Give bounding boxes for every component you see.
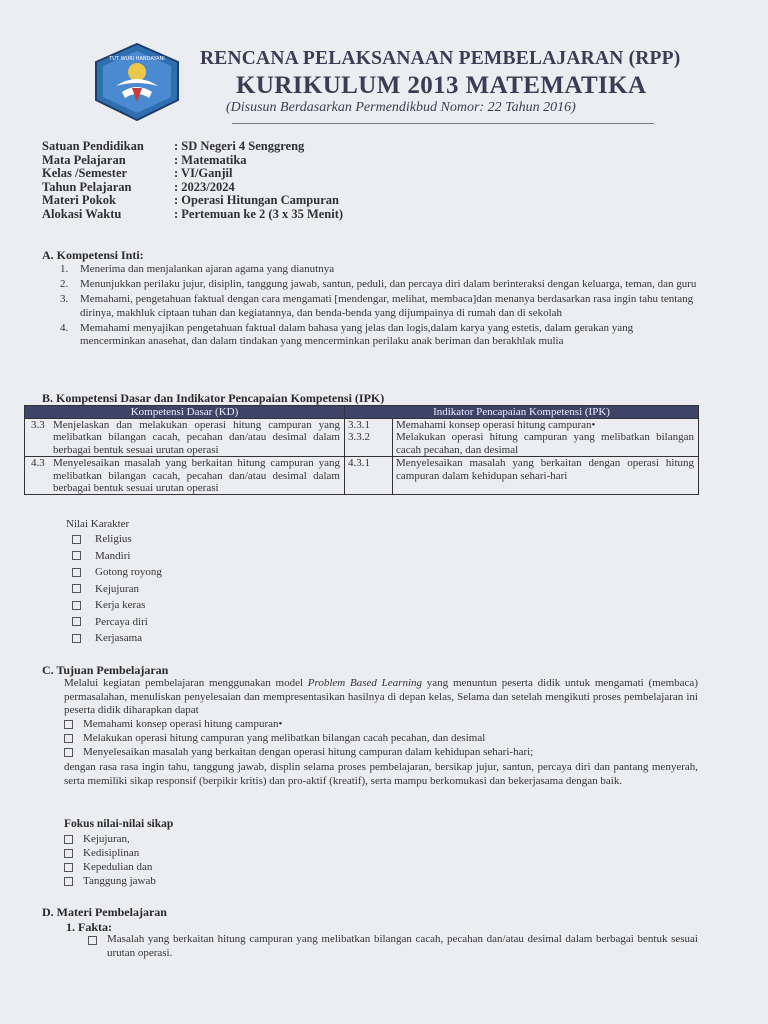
info-value: : SD Negeri 4 Senggreng [174, 139, 305, 153]
list-item: Menyelesaikan masalah yang berkaitan dengan operasi hitung campuran dalam kehidupan sehari-hari; [64, 745, 533, 759]
list-item: Memahami konsep operasi hitung campuran• [64, 717, 533, 731]
info-row [42, 154, 343, 168]
list-item: 2. Menunjukkan perilaku jujur, disiplin, tanggung jawab, santun, peduli, dan percaya diri dalam berinteraksi dengan keluarga, teman, dan guru [60, 278, 697, 291]
kompetensi-inti-list [60, 263, 700, 350]
section-c-heading: C. Tujuan Pembelajaran [42, 663, 169, 677]
checkbox-icon [64, 734, 73, 743]
column-header-kd: Kompetensi Dasar (KD) [25, 406, 345, 419]
list-item: Kedisiplinan [64, 846, 156, 860]
info-label: Alokasi Waktu [42, 206, 122, 221]
info-row [42, 140, 343, 154]
list-item: Kerjasama [72, 630, 162, 647]
info-value: : VI/Ganjil [174, 166, 233, 181]
list-item: Kejujuran [72, 581, 162, 598]
checkbox-icon [64, 863, 73, 872]
list-item: Religius [72, 531, 162, 548]
table-row: 3.3.2 Melakukan operasi hitung campuran yang melibatkan bilangan cacah pecahan, dan desimal [25, 431, 699, 456]
nilai-karakter-list [72, 531, 162, 647]
fakta-heading: 1. Fakta: [66, 920, 112, 934]
checkbox-icon [64, 748, 73, 757]
checkbox-icon [72, 535, 81, 544]
tujuan-closing: dengan rasa rasa ingin tahu, tanggung jawab, displin selama proses pembelajaran, bersikap jujur, santun, percaya diri dan pantang menyerah, serta memiliki sikap responsif (berpikir kritis) dan pro-aktif (kreatif), serta mampu berkomukasi dan bekerjasama dengan baik. [64, 761, 698, 787]
checkbox-icon [64, 835, 73, 844]
table-row: 4.3 Menyelesaikan masalah yang berkaitan hitung campuran yang melibatkan bilangan cacah, pecahan dan/atau desimal dalam berbagai bentuk sesuai urutan operasi 4.3.1 Menyelesaikan masalah yang berkaitan dengan operasi hitung campuran dalam kehidupan sehari-hari [25, 457, 699, 495]
checkbox-icon [72, 634, 81, 643]
list-item: Kepedulian dan [64, 860, 156, 874]
info-row [42, 208, 343, 222]
list-item: Mandiri [72, 548, 162, 565]
list-item: Kejujuran, [64, 832, 156, 846]
fokus-list [64, 832, 156, 888]
info-label: Kelas /Semester [42, 166, 128, 181]
list-item: Tanggung jawab [64, 874, 156, 888]
info-value: : Operasi Hitungan Campuran [174, 193, 339, 208]
info-row [42, 167, 343, 181]
list-item: 4. Memahami menyajikan pengetahuan faktual dalam bahasa yang jelas dan logis,dalam karya yang estetis, dalam gerakan yang mencerminkan anasehat, dan dalam tindakan yang mencerminkan perilaku anak beriman dan berakhlak mulia [60, 321, 634, 348]
info-value: : 2023/2024 [174, 179, 235, 194]
checkbox-icon [64, 720, 73, 729]
info-label: Materi Pokok [42, 193, 116, 208]
checkbox-icon [88, 936, 97, 945]
table-header-row [25, 406, 699, 419]
list-item: Kerja keras [72, 597, 162, 614]
info-label: Tahun Pelajaran [42, 179, 132, 194]
checkbox-icon [64, 849, 73, 858]
table-row: 3.3 Menjelaskan dan melakukan operasi hitung campuran yang melibatkan bilangan cacah, pecahan dan/atau desimal dalam berbagai bentuk sesuai urutan operasi 3.3.1 Memahami konsep operasi hitung campuran• [25, 419, 699, 432]
checkbox-icon [72, 601, 81, 610]
fakta-item: Masalah yang berkaitan hitung campuran yang melibatkan bilangan cacah, pecahan dan/atau desimal dalam berbagai bentuk sesuai urutan operasi. [88, 933, 698, 960]
document-subject-title: KURIKULUM 2013 MATEMATIKA [236, 72, 647, 99]
list-item: 1. Menerima dan menjalankan ajaran agama yang dianutnya [60, 263, 335, 275]
checkbox-icon [72, 584, 81, 593]
checkbox-icon [72, 617, 81, 626]
section-a-heading: A. Kompetensi Inti: [42, 248, 144, 262]
list-item: Gotong royong [72, 564, 162, 581]
info-row [42, 181, 343, 195]
tujuan-intro: Melalui kegiatan pembelajaran menggunakan model Problem Based Learning yang menuntun peserta didik untuk mengamati (membaca) permasalahan, menuliskan penyelesaian dan mempresentasikan hasilnya di depan kelas, Selama dan setelah mengikuti proses pembelajaran ini peserta didik diharapkan dapat [64, 677, 698, 716]
section-b-heading: B. Kompetensi Dasar dan Indikator Pencapaian Kompetensi (IPK) [42, 391, 385, 405]
svg-text:TUT WURI HANDAYANI: TUT WURI HANDAYANI [109, 56, 165, 62]
document-subtitle: (Disusun Berdasarkan Permendikbud Nomor: 22 Tahun 2016) [226, 100, 576, 115]
checkbox-icon [72, 551, 81, 560]
column-header-ipk: Indikator Pencapaian Kompetensi (IPK) [345, 406, 699, 419]
info-value: : Matematika [174, 152, 247, 167]
section-d-heading: D. Materi Pembelajaran [42, 905, 167, 919]
list-item: Percaya diri [72, 614, 162, 631]
info-label: Mata Pelajaran [42, 152, 126, 167]
list-item: 3. Memahami, pengetahuan faktual dengan cara mengamati [mendengar, melihat, membaca]dan menanya berdasarkan rasa ingin tahu tentang dirinya, makhluk ciptaan tuhan dan kegiatannya, dan benda-benda yang dijumpainya di rumah dan di sekolah [60, 293, 694, 319]
checkbox-icon [64, 877, 73, 886]
kd-ipk-table [24, 405, 699, 495]
nilai-karakter-title: Nilai Karakter [66, 518, 130, 530]
list-item: Melakukan operasi hitung campuran yang melibatkan bilangan cacah pecahan, dan desimal [64, 731, 533, 745]
fokus-title: Fokus nilai-nilai sikap [64, 818, 174, 830]
identity-info [42, 140, 343, 222]
info-value: : Pertemuan ke 2 (3 x 35 Menit) [174, 206, 344, 221]
checkbox-icon [72, 568, 81, 577]
tut-wuri-handayani-logo [94, 42, 180, 122]
document-title: RENCANA PELAKSANAAN PEMBELAJARAN (RPP) [200, 48, 681, 69]
info-row [42, 194, 343, 208]
tujuan-list [64, 717, 533, 759]
info-label: Satuan Pendidikan [42, 139, 144, 153]
header-divider [232, 123, 654, 124]
